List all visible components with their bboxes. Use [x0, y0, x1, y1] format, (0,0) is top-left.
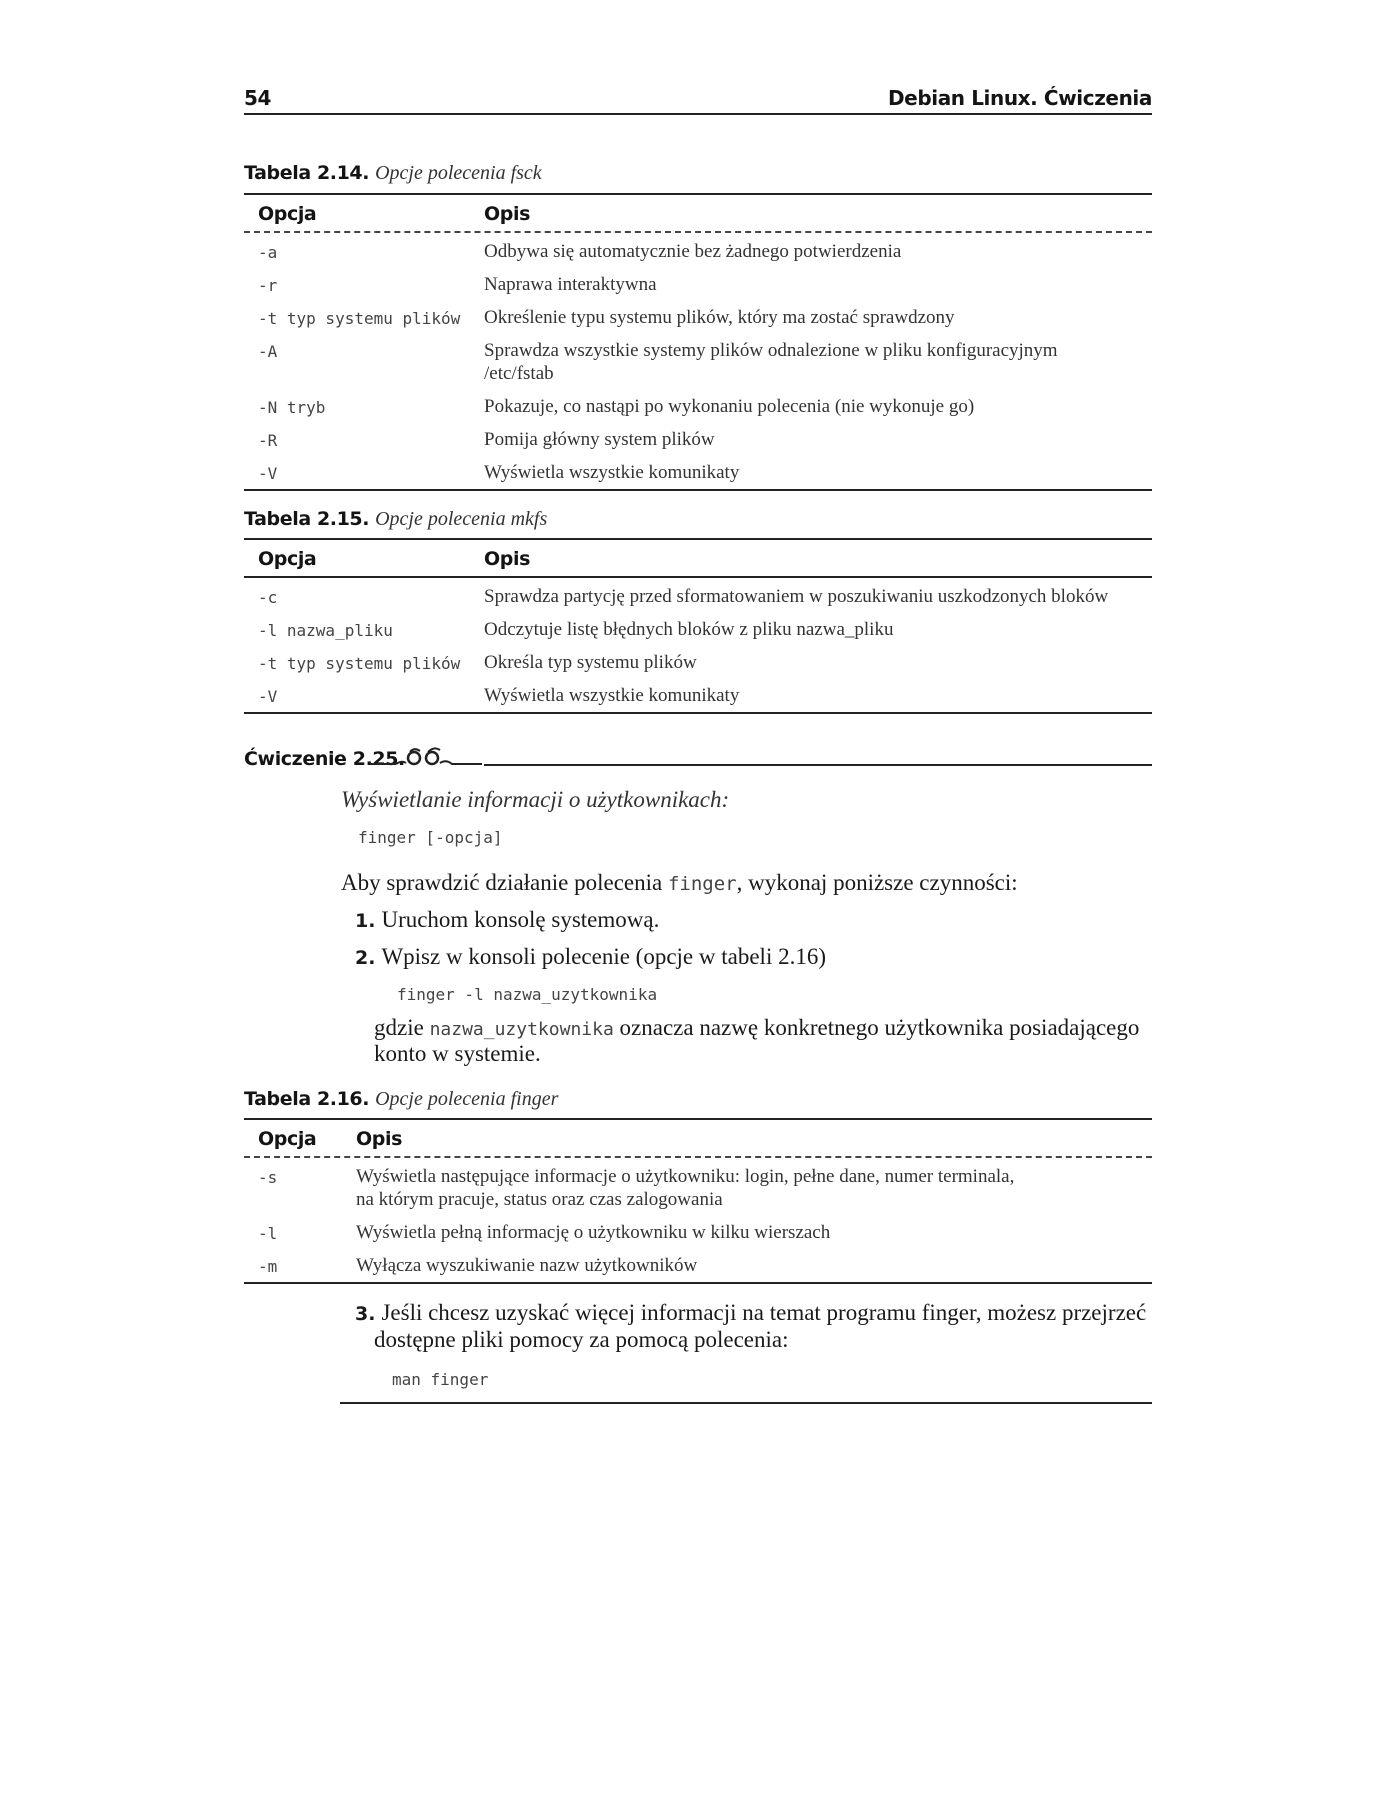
step-1: 1. Uruchom konsolę systemową. — [355, 907, 660, 932]
column-header-opis: Opis — [484, 548, 530, 570]
table-row: -c Sprawdza partycję przed sformatowaniem w poszukiwaniu uszkodzonych bloków — [258, 586, 1109, 607]
table-row: -V Wyświetla wszystkie komunikaty — [258, 685, 740, 706]
step-3-line2: dostępne pliki pomocy za pomocą polecenia: — [374, 1327, 789, 1352]
heading-rule — [484, 764, 1152, 766]
table-row: -N tryb Pokazuje, co nastąpi po wykonaniu polecenia (nie wykonuje go) — [258, 396, 975, 417]
table-row: -m Wyłącza wyszukiwanie nazw użytkowników — [258, 1255, 698, 1276]
column-header-opcja: Opcja — [258, 203, 317, 225]
table-row: -r Naprawa interaktywna — [258, 274, 657, 295]
table-row: -t typ systemu plików Określenie typu systemu plików, który ma zostać sprawdzony — [258, 307, 955, 328]
table-row: -V Wyświetla wszystkie komunikaty — [258, 462, 740, 483]
column-header-opis: Opis — [356, 1128, 402, 1150]
table-row: -R Pomija główny system plików — [258, 429, 715, 450]
step-3: 3. Jeśli chcesz uzyskać więcej informacji na temat programu finger, możesz przejrzeć — [355, 1300, 1147, 1325]
table-row: -t typ systemu plików Określa typ systemu plików — [258, 652, 697, 673]
page-number: 54 — [244, 86, 272, 110]
exercise-heading — [244, 746, 1152, 774]
exercise-label: Ćwiczenie 2.25. — [244, 748, 405, 770]
table-header — [244, 540, 1152, 578]
table-row: -l Wyświetla pełną informację o użytkowniku w kilku wierszach — [258, 1222, 831, 1243]
exercise-intro: Wyświetlanie informacji o użytkownikach: — [341, 787, 730, 812]
column-header-opcja: Opcja — [258, 1128, 317, 1150]
exercise-end-rule — [340, 1402, 1152, 1404]
column-header-opis: Opis — [484, 203, 530, 225]
step-2: 2. Wpisz w konsoli polecenie (opcje w tabeli 2.16) — [355, 944, 826, 969]
table-fsck — [244, 193, 1152, 491]
table-caption-2-15: Tabela 2.15. Opcje polecenia mkfs — [244, 508, 548, 530]
inline-command: finger — [667, 873, 737, 895]
ornament-icon — [370, 746, 482, 770]
table-header — [244, 195, 1152, 233]
book-title: Debian Linux. Ćwiczenia — [887, 86, 1152, 110]
table-caption-2-16: Tabela 2.16. Opcje polecenia finger — [244, 1088, 559, 1110]
exercise-paragraph: Aby sprawdzić działanie polecenia finger, wykonaj poniższe czynności: — [341, 870, 1018, 895]
table-row: -a Odbywa się automatycznie bez żadnego potwierdzenia — [258, 241, 902, 262]
table-row: -A Sprawdza wszystkie systemy plików odnalezione w pliku konfiguracyjnym /etc/fstab — [258, 340, 1058, 384]
table-header — [244, 1120, 1152, 1158]
table-caption-2-14: Tabela 2.14. Opcje polecenia fsck — [244, 162, 542, 184]
step-2-code: finger -l nazwa_uzytkownika — [397, 985, 658, 1004]
table-finger — [244, 1118, 1152, 1284]
exercise-syntax: finger [-opcja] — [358, 828, 503, 847]
table-row: -l nazwa_pliku Odczytuje listę błędnych bloków z pliku nazwa_pliku — [258, 619, 894, 640]
table-row: -s Wyświetla następujące informacje o użytkowniku: login, pełne dane, numer terminala, na którym pracuje, status oraz czas zalogowania — [258, 1166, 1015, 1210]
step-2-note: gdzie nazwa_uzytkownika oznacza nazwę konkretnego użytkownika posiadającego — [374, 1015, 1140, 1040]
running-header — [244, 80, 1152, 115]
step-2-note-line2: konto w systemie. — [374, 1041, 541, 1066]
step-3-code: man finger — [392, 1370, 489, 1389]
column-header-opcja: Opcja — [258, 548, 317, 570]
table-mkfs — [244, 538, 1152, 714]
